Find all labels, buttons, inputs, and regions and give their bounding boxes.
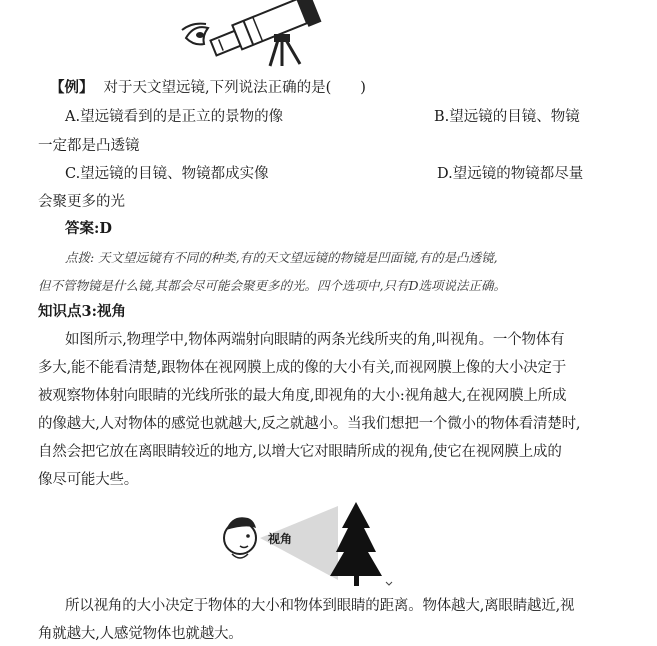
example-question [50,78,366,98]
telescope-illustration [178,0,338,70]
paragraph-line: 的像越大,人对物体的感觉也就越大,反之就越小。当我们想把一个微小的物体看清楚时, [38,416,581,432]
paragraph-line: 如图所示,物理学中,物体两端射向眼睛的两条光线所夹的角,叫视角。一个物体有 [65,332,565,348]
hint-line-2: 但不管物镜是什么镜,其都会尽可能会聚更多的光。四个选项中,只有D选项说法正确。 [38,278,506,293]
hint-line-1: 点拨: 天文望远镜有不同的种类,有的天文望远镜的物镜是凹面镜,有的是凸透镜, [65,250,498,265]
example-tag: 【例】 [50,79,94,96]
answer: 答案:D [65,220,112,237]
paragraph-line: 自然会把它放在离眼睛较近的地方,以增大它对眼睛所成的视角,使它在视网膜上成的 [38,444,562,460]
visual-angle-label: 视角 [268,532,293,546]
conclusion-line-2: 角就越大,人感觉物体也就越大。 [38,626,243,642]
paragraph-line: 像尽可能大些。 [38,472,139,488]
option-a: A.望远镜看到的是正立的景物的像 [65,109,284,125]
paragraph-line: 被观察物体射向眼睛的光线所张的最大角度,即视角的大小:视角越大,在视网膜上所成 [38,388,567,404]
option-b: B.望远镜的目镜、物镜 [434,109,580,125]
visual-angle-figure [218,500,408,590]
option-b-continued: 一定都是凸透镜 [38,138,140,154]
conclusion-line-1: 所以视角的大小决定于物体的大小和物体到眼睛的距离。物体越大,离眼睛越近,视 [65,598,575,614]
example-question-text: 对于天文望远镜,下列说法正确的是( ) [103,80,366,96]
option-d: D.望远镜的物镜都尽量 [437,166,584,182]
option-d-continued: 会聚更多的光 [38,194,125,210]
section-heading: 知识点3:视角 [38,303,126,320]
option-c: C.望远镜的目镜、物镜都成实像 [65,166,269,182]
paragraph-line: 多大,能不能看清楚,跟物体在视网膜上成的像的大小有关,而视网膜上像的大小决定于 [38,360,567,376]
